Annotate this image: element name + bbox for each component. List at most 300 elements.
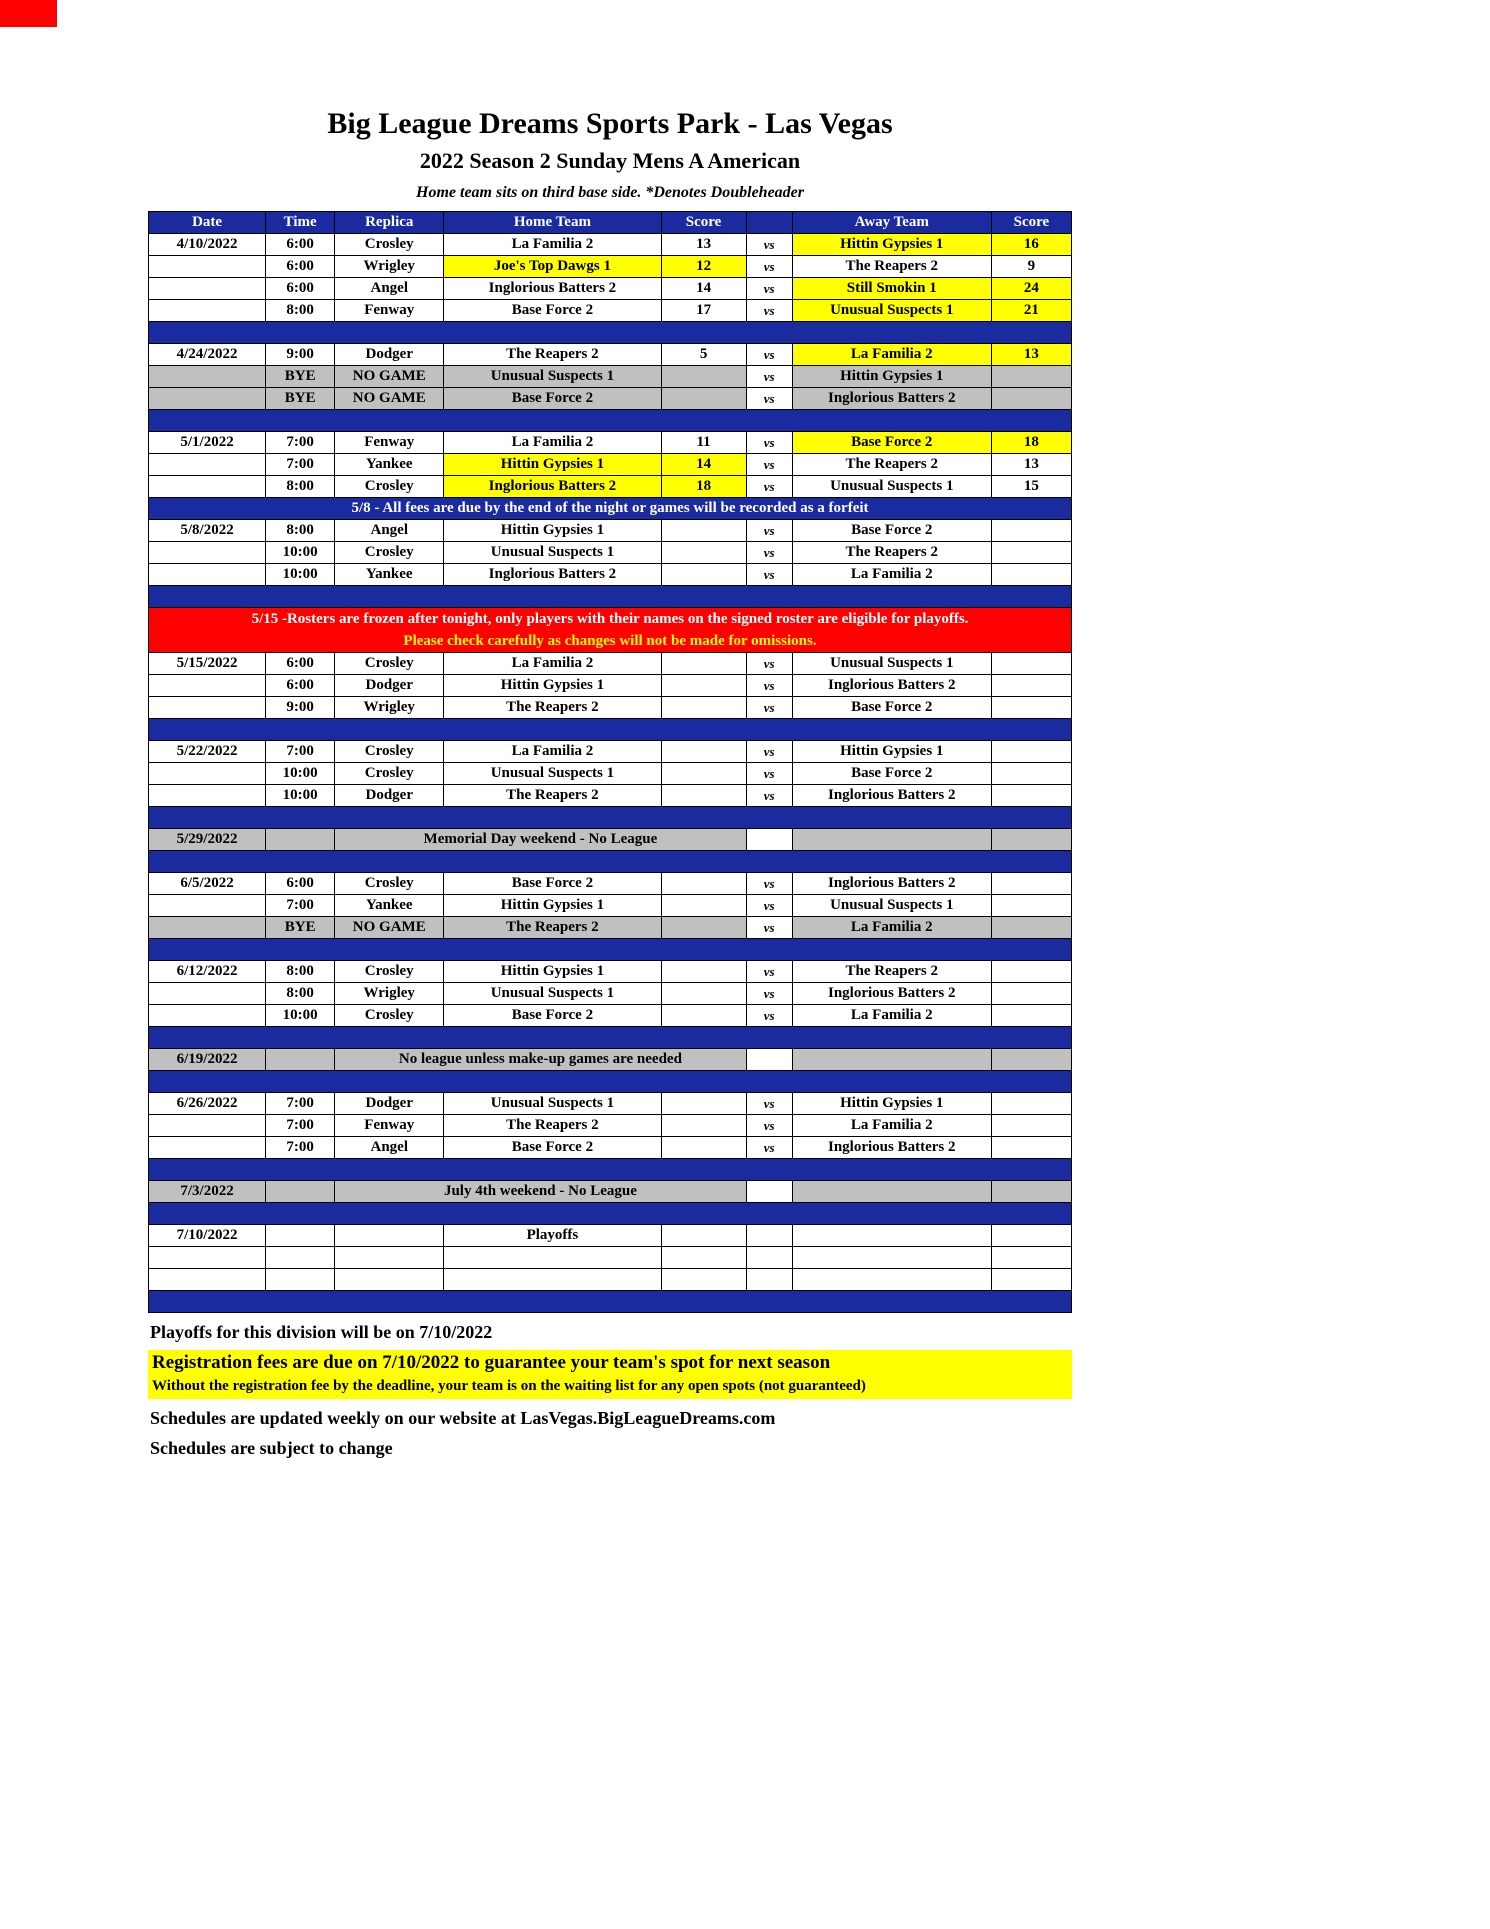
table-row-separator (149, 1159, 1072, 1181)
home-score-cell (661, 763, 746, 785)
replica-cell: Crosley (335, 234, 444, 256)
replica-cell: Crosley (335, 476, 444, 498)
vs-label: vs (746, 675, 792, 697)
table-row-game (149, 697, 1072, 719)
away-team-cell: Unusual Suspects 1 (792, 895, 991, 917)
empty-cell (266, 1247, 335, 1269)
separator-cell (149, 1071, 1072, 1093)
vs-label: vs (746, 1137, 792, 1159)
away-team-cell: Base Force 2 (792, 432, 991, 454)
vs-label: vs (746, 1115, 792, 1137)
empty-cell (991, 1269, 1071, 1291)
table-row-game (149, 675, 1072, 697)
date-cell (149, 476, 266, 498)
vs-label: vs (746, 741, 792, 763)
footer-registration-note: Registration fees are due on 7/10/2022 to guarantee your team's spot for next season (148, 1350, 1072, 1376)
replica-cell: NO GAME (335, 366, 444, 388)
away-team-cell: La Familia 2 (792, 344, 991, 366)
away-team-cell: Inglorious Batters 2 (792, 873, 991, 895)
table-row-game (149, 234, 1072, 256)
table-row-game (149, 1005, 1072, 1027)
date-cell (149, 1115, 266, 1137)
away-score-cell (991, 542, 1071, 564)
footer-subject-to-change-note: Schedules are subject to change (150, 1438, 393, 1458)
away-score-cell (991, 520, 1071, 542)
away-team-cell: The Reapers 2 (792, 454, 991, 476)
time-cell: 6:00 (266, 675, 335, 697)
column-header-away-score: Score (991, 212, 1071, 234)
table-row-game (149, 344, 1072, 366)
date-cell: 5/29/2022 (149, 829, 266, 851)
vs-label: vs (746, 388, 792, 410)
time-cell: 9:00 (266, 697, 335, 719)
replica-cell: Crosley (335, 961, 444, 983)
table-row-info (149, 829, 1072, 851)
replica-cell: Crosley (335, 653, 444, 675)
vs-label: vs (746, 278, 792, 300)
page-footer (148, 1322, 1072, 1459)
roster-freeze-line1: 5/15 -Rosters are frozen after tonight, only players with their names on the signed roster are eligible for playoffs. (251, 611, 969, 627)
date-cell: 5/1/2022 (149, 432, 266, 454)
away-score-cell (991, 653, 1071, 675)
home-team-cell: The Reapers 2 (444, 697, 661, 719)
away-score-cell (991, 961, 1071, 983)
home-team-cell: Base Force 2 (444, 300, 661, 322)
away-score-cell: 15 (991, 476, 1071, 498)
time-cell: 7:00 (266, 1137, 335, 1159)
date-cell: 5/8/2022 (149, 520, 266, 542)
separator-cell (149, 851, 1072, 873)
empty-cell (444, 1247, 661, 1269)
page-content (148, 106, 1072, 1459)
table-row-game (149, 983, 1072, 1005)
separator-cell (149, 410, 1072, 432)
home-score-cell (661, 895, 746, 917)
roster-freeze-banner-cell (149, 608, 1072, 653)
home-score-cell: 18 (661, 476, 746, 498)
table-row-red_banner (149, 608, 1072, 653)
replica-cell (335, 1225, 444, 1247)
time-cell: 7:00 (266, 1093, 335, 1115)
away-score-cell: 18 (991, 432, 1071, 454)
vs-label: vs (746, 1093, 792, 1115)
separator-cell (149, 322, 1072, 344)
separator-cell (149, 1027, 1072, 1049)
column-header-home-score: Score (661, 212, 746, 234)
footer-waiting-list-note: Without the registration fee by the deadline, your team is on the waiting list for any open spots (not guaranteed) (148, 1376, 1072, 1399)
home-score-cell (661, 983, 746, 1005)
date-cell (149, 697, 266, 719)
time-cell: 9:00 (266, 344, 335, 366)
away-score-cell (991, 763, 1071, 785)
home-team-cell: Base Force 2 (444, 388, 661, 410)
date-cell: 6/26/2022 (149, 1093, 266, 1115)
home-team-cell: Playoffs (444, 1225, 661, 1247)
date-cell (149, 895, 266, 917)
time-cell: 6:00 (266, 256, 335, 278)
away-team-cell: Inglorious Batters 2 (792, 1137, 991, 1159)
home-score-cell (661, 697, 746, 719)
column-header-replica: Replica (335, 212, 444, 234)
table-row-game (149, 763, 1072, 785)
away-team-cell: Inglorious Batters 2 (792, 785, 991, 807)
home-score-cell (661, 1137, 746, 1159)
away-team-cell: Base Force 2 (792, 763, 991, 785)
home-team-cell: La Familia 2 (444, 741, 661, 763)
vs-label: vs (746, 917, 792, 939)
home-team-cell: The Reapers 2 (444, 785, 661, 807)
table-row-game (149, 1093, 1072, 1115)
table-row-game (149, 454, 1072, 476)
home-team-cell: Inglorious Batters 2 (444, 564, 661, 586)
away-score-cell (991, 1115, 1071, 1137)
vs-label: vs (746, 344, 792, 366)
date-cell (149, 256, 266, 278)
table-row-game (149, 388, 1072, 410)
table-row-info (149, 1049, 1072, 1071)
table-row-playoffs (149, 1225, 1072, 1247)
table-row-separator (149, 851, 1072, 873)
table-row-game (149, 895, 1072, 917)
home-team-cell: The Reapers 2 (444, 1115, 661, 1137)
schedule-body (149, 234, 1072, 1313)
away-score-cell (991, 873, 1071, 895)
home-score-cell: 14 (661, 278, 746, 300)
replica-cell: Yankee (335, 454, 444, 476)
replica-cell: Fenway (335, 1115, 444, 1137)
away-score-cell (991, 697, 1071, 719)
home-team-cell: Unusual Suspects 1 (444, 366, 661, 388)
table-row-game (149, 366, 1072, 388)
table-row-game (149, 1137, 1072, 1159)
vs-label: vs (746, 366, 792, 388)
empty-cell (149, 1269, 266, 1291)
info-message-cell: No league unless make-up games are needed (335, 1049, 746, 1071)
home-score-cell (661, 366, 746, 388)
date-cell: 6/19/2022 (149, 1049, 266, 1071)
away-score-cell (991, 675, 1071, 697)
home-score-cell (661, 917, 746, 939)
column-header-vs (746, 212, 792, 234)
date-cell (149, 454, 266, 476)
date-cell (149, 1005, 266, 1027)
home-team-cell: Unusual Suspects 1 (444, 542, 661, 564)
separator-cell (149, 719, 1072, 741)
table-row-separator (149, 410, 1072, 432)
away-team-cell: La Familia 2 (792, 1005, 991, 1027)
home-score-cell: 17 (661, 300, 746, 322)
vs-label: vs (746, 454, 792, 476)
date-cell (149, 763, 266, 785)
replica-cell: Yankee (335, 564, 444, 586)
vs-label: vs (746, 895, 792, 917)
empty-cell (444, 1269, 661, 1291)
home-score-cell: 14 (661, 454, 746, 476)
column-header-time: Time (266, 212, 335, 234)
away-team-cell: Inglorious Batters 2 (792, 983, 991, 1005)
away-team-cell: Unusual Suspects 1 (792, 476, 991, 498)
table-row-game (149, 873, 1072, 895)
time-cell (266, 829, 335, 851)
table-row-game (149, 785, 1072, 807)
away-team-cell: Inglorious Batters 2 (792, 675, 991, 697)
time-cell: 8:00 (266, 476, 335, 498)
vs-label: vs (746, 785, 792, 807)
empty-cell (746, 1269, 792, 1291)
away-team-cell: The Reapers 2 (792, 542, 991, 564)
away-score-cell (991, 1093, 1071, 1115)
home-team-cell: La Familia 2 (444, 653, 661, 675)
page-title: Big League Dreams Sports Park - Las Vegas (327, 107, 893, 140)
away-team-cell: Still Smokin 1 (792, 278, 991, 300)
vs-label: vs (746, 300, 792, 322)
replica-cell: Wrigley (335, 983, 444, 1005)
away-team-cell (792, 1181, 991, 1203)
home-team-cell: La Familia 2 (444, 234, 661, 256)
home-score-cell (661, 520, 746, 542)
table-row-game (149, 476, 1072, 498)
time-cell: 6:00 (266, 653, 335, 675)
vs-label: vs (746, 256, 792, 278)
time-cell: 6:00 (266, 234, 335, 256)
home-score-cell (661, 653, 746, 675)
time-cell: 8:00 (266, 300, 335, 322)
empty-cell (792, 1247, 991, 1269)
replica-cell: Angel (335, 520, 444, 542)
home-team-cell: Unusual Suspects 1 (444, 1093, 661, 1115)
home-team-cell: Unusual Suspects 1 (444, 983, 661, 1005)
date-cell (149, 675, 266, 697)
home-team-cell: Joe's Top Dawgs 1 (444, 256, 661, 278)
date-cell: 6/12/2022 (149, 961, 266, 983)
away-team-cell: Unusual Suspects 1 (792, 300, 991, 322)
time-cell: 8:00 (266, 983, 335, 1005)
time-cell: 10:00 (266, 542, 335, 564)
date-cell: 4/24/2022 (149, 344, 266, 366)
table-row-game (149, 300, 1072, 322)
empty-cell (661, 1269, 746, 1291)
table-row-separator (149, 719, 1072, 741)
away-score-cell (991, 983, 1071, 1005)
date-cell: 5/15/2022 (149, 653, 266, 675)
table-row-game (149, 520, 1072, 542)
away-team-cell: Hittin Gypsies 1 (792, 234, 991, 256)
away-team-cell: La Familia 2 (792, 917, 991, 939)
time-cell: 7:00 (266, 1115, 335, 1137)
away-score-cell (991, 829, 1071, 851)
table-row-separator (149, 1291, 1072, 1313)
home-team-cell: La Familia 2 (444, 432, 661, 454)
date-cell (149, 1137, 266, 1159)
empty-cell (792, 1269, 991, 1291)
replica-cell: Crosley (335, 763, 444, 785)
away-team-cell: Hittin Gypsies 1 (792, 366, 991, 388)
away-team-cell: La Familia 2 (792, 564, 991, 586)
date-cell: 6/5/2022 (149, 873, 266, 895)
footer-website-note: Schedules are updated weekly on our website at LasVegas.BigLeagueDreams.com (150, 1408, 776, 1428)
separator-cell (149, 1203, 1072, 1225)
table-row-separator (149, 1027, 1072, 1049)
time-cell: 7:00 (266, 895, 335, 917)
replica-cell: Crosley (335, 542, 444, 564)
time-cell (266, 1225, 335, 1247)
home-team-cell: Unusual Suspects 1 (444, 763, 661, 785)
time-cell: BYE (266, 917, 335, 939)
away-team-cell: Base Force 2 (792, 520, 991, 542)
table-row-game (149, 917, 1072, 939)
date-cell (149, 388, 266, 410)
time-cell (266, 1181, 335, 1203)
away-team-cell: The Reapers 2 (792, 961, 991, 983)
replica-cell: Wrigley (335, 697, 444, 719)
column-header-date: Date (149, 212, 266, 234)
date-cell (149, 300, 266, 322)
vs-label: vs (746, 542, 792, 564)
home-score-cell (661, 961, 746, 983)
empty-cell (746, 1247, 792, 1269)
time-cell (266, 1049, 335, 1071)
vs-label: vs (746, 961, 792, 983)
time-cell: BYE (266, 388, 335, 410)
table-row-game (149, 1115, 1072, 1137)
separator-cell (149, 1159, 1072, 1181)
table-row-empty (149, 1269, 1072, 1291)
replica-cell: Wrigley (335, 256, 444, 278)
separator-cell (149, 586, 1072, 608)
column-header-away-team: Away Team (792, 212, 991, 234)
separator-cell (149, 1291, 1072, 1313)
home-score-cell: 12 (661, 256, 746, 278)
vs-label: vs (746, 763, 792, 785)
table-row-empty (149, 1247, 1072, 1269)
vs-label: vs (746, 697, 792, 719)
replica-cell: NO GAME (335, 917, 444, 939)
empty-cell (335, 1247, 444, 1269)
away-score-cell (991, 1005, 1071, 1027)
vs-cell (746, 1225, 792, 1247)
time-cell: 10:00 (266, 763, 335, 785)
away-score-cell (991, 366, 1071, 388)
away-score-cell (991, 564, 1071, 586)
empty-cell (335, 1269, 444, 1291)
home-team-cell: The Reapers 2 (444, 344, 661, 366)
replica-cell: Crosley (335, 741, 444, 763)
time-cell: BYE (266, 366, 335, 388)
table-row-game (149, 653, 1072, 675)
away-team-cell: The Reapers 2 (792, 256, 991, 278)
vs-cell (746, 829, 792, 851)
home-team-cell: Base Force 2 (444, 1137, 661, 1159)
schedule-table (148, 211, 1072, 1313)
info-message-cell: July 4th weekend - No League (335, 1181, 746, 1203)
table-row-game (149, 564, 1072, 586)
replica-cell: Dodger (335, 1093, 444, 1115)
replica-cell: Angel (335, 278, 444, 300)
vs-label: vs (746, 564, 792, 586)
time-cell: 7:00 (266, 432, 335, 454)
home-team-cell: Base Force 2 (444, 1005, 661, 1027)
replica-cell: Dodger (335, 785, 444, 807)
replica-cell: Fenway (335, 432, 444, 454)
table-row-game (149, 542, 1072, 564)
vs-label: vs (746, 653, 792, 675)
home-team-cell: Base Force 2 (444, 873, 661, 895)
home-team-cell: Inglorious Batters 2 (444, 476, 661, 498)
home-team-cell: Hittin Gypsies 1 (444, 520, 661, 542)
vs-label: vs (746, 432, 792, 454)
replica-cell: Crosley (335, 873, 444, 895)
table-row-game (149, 256, 1072, 278)
away-team-cell: Base Force 2 (792, 697, 991, 719)
home-team-cell: Hittin Gypsies 1 (444, 675, 661, 697)
table-row-navy_banner (149, 498, 1072, 520)
roster-freeze-line2: Please check carefully as changes will not be made for omissions. (403, 633, 817, 649)
home-score-cell (661, 1225, 746, 1247)
empty-cell (991, 1247, 1071, 1269)
vs-label: vs (746, 234, 792, 256)
vs-label: vs (746, 520, 792, 542)
vs-cell (746, 1049, 792, 1071)
home-team-cell: Hittin Gypsies 1 (444, 895, 661, 917)
home-score-cell (661, 542, 746, 564)
vs-cell (746, 1181, 792, 1203)
table-row-separator (149, 586, 1072, 608)
table-row-game (149, 278, 1072, 300)
table-row-info (149, 1181, 1072, 1203)
away-team-cell: Hittin Gypsies 1 (792, 1093, 991, 1115)
home-team-cell: Hittin Gypsies 1 (444, 454, 661, 476)
date-cell (149, 366, 266, 388)
home-team-cell: The Reapers 2 (444, 917, 661, 939)
home-score-cell (661, 675, 746, 697)
away-team-cell: Hittin Gypsies 1 (792, 741, 991, 763)
date-cell: 7/10/2022 (149, 1225, 266, 1247)
page-subtitle: 2022 Season 2 Sunday Mens A American (419, 148, 801, 173)
replica-cell: NO GAME (335, 388, 444, 410)
replica-cell: Dodger (335, 344, 444, 366)
away-score-cell: 9 (991, 256, 1071, 278)
table-row-game (149, 741, 1072, 763)
table-row-separator (149, 322, 1072, 344)
home-score-cell (661, 388, 746, 410)
time-cell: 10:00 (266, 785, 335, 807)
home-score-cell: 13 (661, 234, 746, 256)
away-score-cell (991, 1137, 1071, 1159)
column-header-home-team: Home Team (444, 212, 661, 234)
table-row-separator (149, 939, 1072, 961)
replica-cell: Crosley (335, 1005, 444, 1027)
info-message-cell: Memorial Day weekend - No League (335, 829, 746, 851)
away-score-cell: 16 (991, 234, 1071, 256)
home-score-cell: 5 (661, 344, 746, 366)
footer-playoffs-note: Playoffs for this division will be on 7/10/2022 (150, 1322, 493, 1342)
away-score-cell: 24 (991, 278, 1071, 300)
home-score-cell (661, 1093, 746, 1115)
date-cell: 7/3/2022 (149, 1181, 266, 1203)
away-score-cell (991, 895, 1071, 917)
away-score-cell (991, 388, 1071, 410)
empty-cell (149, 1247, 266, 1269)
replica-cell: Yankee (335, 895, 444, 917)
date-cell (149, 542, 266, 564)
table-row-separator (149, 1071, 1072, 1093)
away-team-cell: La Familia 2 (792, 1115, 991, 1137)
away-team-cell (792, 829, 991, 851)
away-score-cell (991, 741, 1071, 763)
away-team-cell (792, 1049, 991, 1071)
separator-cell (149, 807, 1072, 829)
replica-cell: Angel (335, 1137, 444, 1159)
